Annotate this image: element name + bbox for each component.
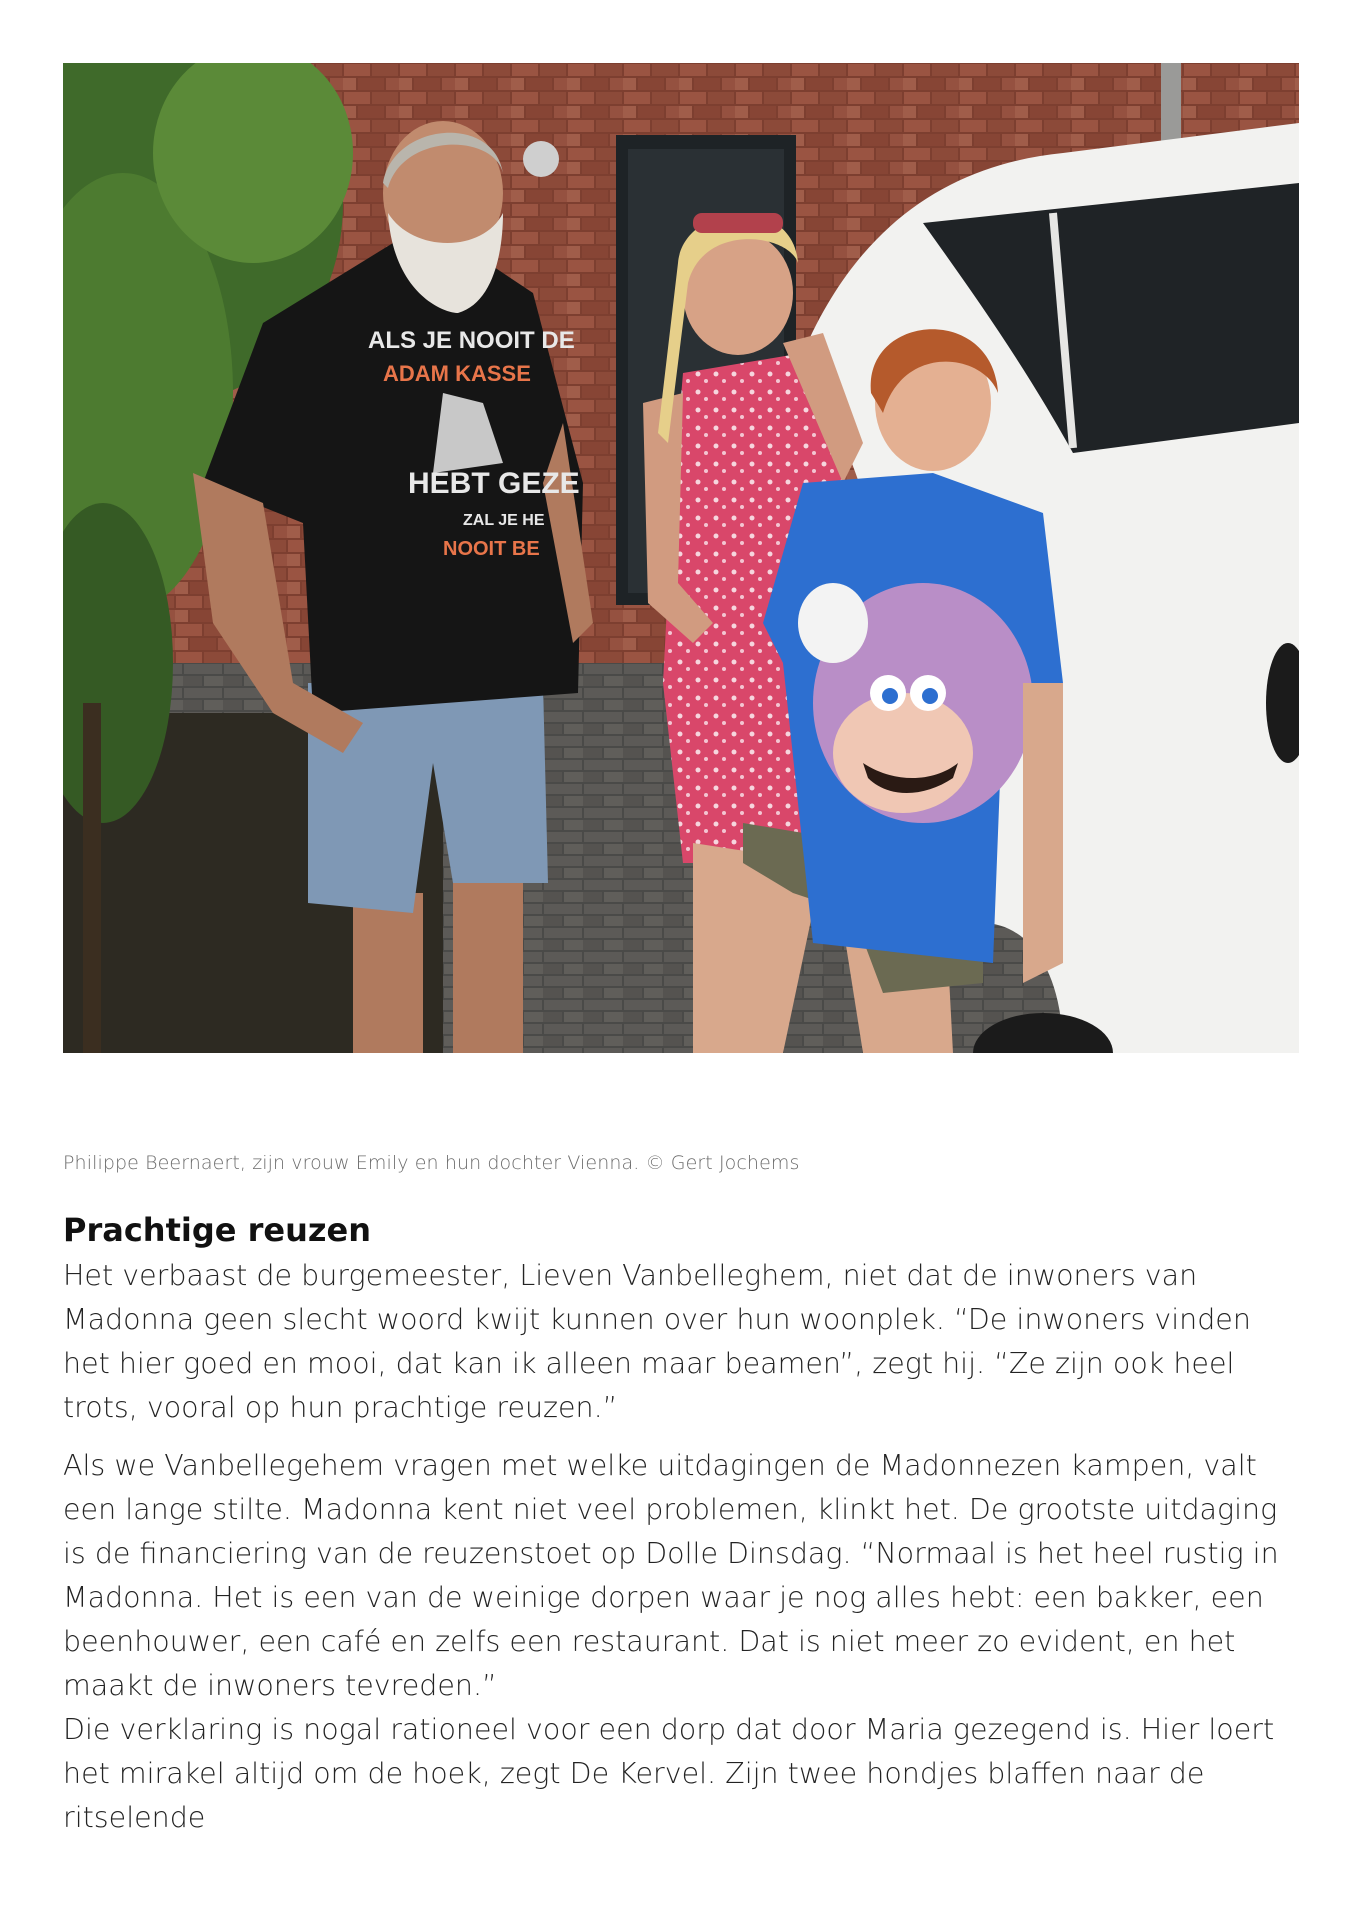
shirt-line-4: ZAL JE HE [463, 512, 545, 529]
shirt-line-3: HEBT GEZE [408, 467, 580, 500]
article-photo [63, 63, 1299, 1053]
article-paragraph: Het verbaast de burgemeester, Lieven Vanbelleghem, niet dat de inwoners van Madonna geen slecht woord kwijt kunnen over hun woonplek. “De inwoners vinden het hier goed en mooi, dat kan ik alleen maar beamen”, zegt hij. “Ze zijn ook heel trots, vooral op hun prachtige reuzen.” [63, 1259, 1251, 1424]
shirt-line-5: NOOIT BE [443, 538, 540, 560]
shirt-line-2: ADAM KASSE [383, 361, 531, 386]
shirt-line-1: ALS JE NOOIT DE [368, 327, 575, 354]
article-paragraph: Als we Vanbellegehem vragen met welke uitdagingen de Madonnezen kampen, valt een lange stilte. Madonna kent niet veel problemen, klinkt het. De grootste uitdaging is de financiering van de reuzenstoet op Dolle Dinsdag. “Normaal is het heel rustig in Madonna. Het is een van de weinige dorpen waar je nog alles hebt: een bakker, een beenhouwer, een café en zelfs een restaurant. Dat is niet meer zo evident, en het maakt de inwoners tevreden.” [63, 1449, 1279, 1702]
photo-caption: Philippe Beernaert, zijn vrouw Emily en hun dochter Vienna. © Gert Jochems [63, 1152, 800, 1174]
article-body [63, 1210, 1303, 1840]
section-heading: Prachtige reuzen [63, 1211, 371, 1249]
article-paragraph: Die verklaring is nogal rationeel voor een dorp dat door Maria gezegend is. Hier loert het mirakel altijd om de hoek, zegt De Kervel. Zijn twee hondjes blaffen naar de ritselende [63, 1713, 1275, 1834]
